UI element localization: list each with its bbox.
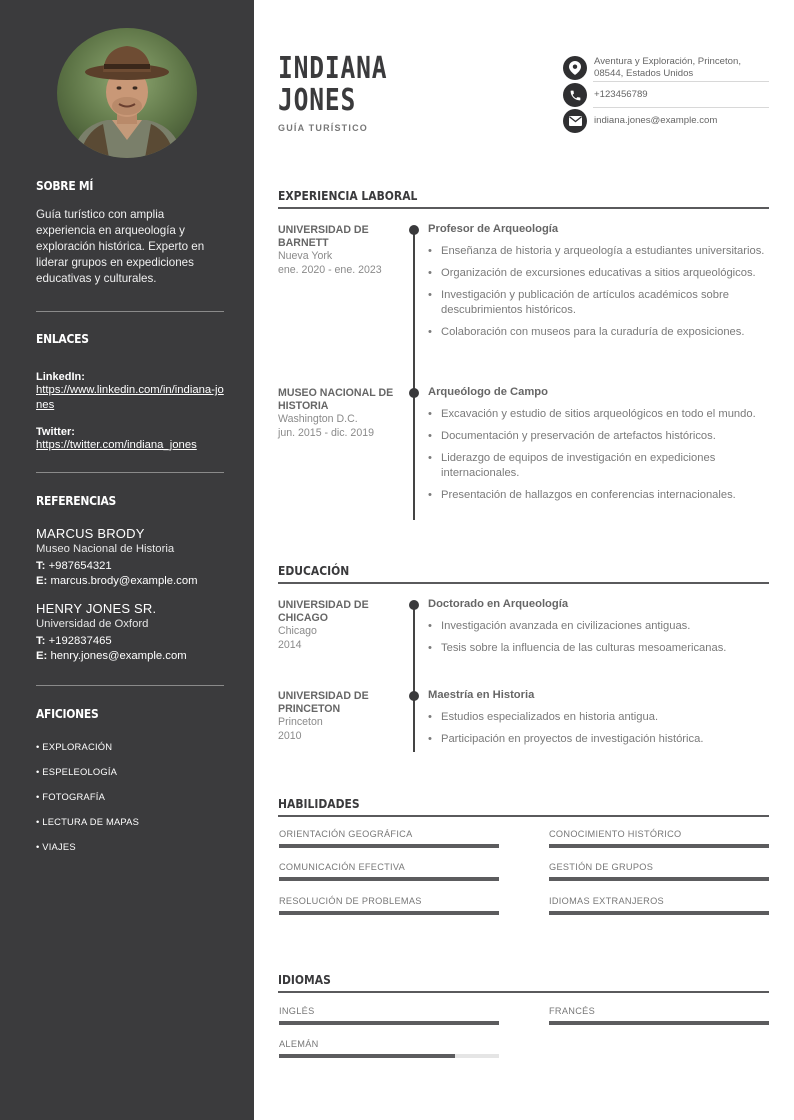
education-list (428, 710, 771, 747)
language-name: ALEMÁN (279, 1039, 319, 1049)
hobby-item: • EXPLORACIÓN (36, 741, 113, 752)
email-value: marcus.brody@example.com (50, 575, 198, 587)
section-rule (278, 815, 769, 817)
contact-phone (563, 83, 769, 107)
reference-item (36, 526, 224, 589)
skill-bar-track (279, 877, 499, 881)
institution-location: Chicago (278, 625, 317, 637)
candidate-name (278, 53, 387, 117)
employment-dates: ene. 2020 - ene. 2023 (278, 263, 382, 276)
experience-detail (428, 386, 771, 510)
avatar-illustration (57, 28, 197, 158)
reference-item (36, 601, 224, 664)
email-label: E: (36, 650, 48, 662)
position-title: Arqueólogo de Campo (428, 386, 548, 398)
phone-text: +123456789 (594, 89, 648, 100)
list-item: • Investigación avanzada en civilizaciones antiguas. (428, 619, 771, 634)
sidebar-divider (36, 311, 224, 312)
hobbies-list (36, 741, 224, 866)
skills-heading: HABILIDADES (278, 796, 360, 811)
skill-bar-fill (549, 844, 769, 848)
about-text: Guía turístico con amplia experiencia en arqueología y exploración histórica. Experto en liderar grupos en expediciones educativas y culturales. (36, 208, 205, 285)
skill-name: COMUNICACIÓN EFECTIVA (279, 862, 406, 872)
phone-value: +987654321 (48, 560, 112, 572)
education-detail (428, 689, 771, 754)
list-item: • Documentación y preservación de artefactos históricos. (428, 429, 771, 444)
reference-phone (36, 634, 224, 649)
job-role: GUÍA TURÍSTICO (278, 123, 368, 133)
links-section (36, 331, 224, 453)
email-link[interactable]: indiana.jones@example.com (594, 115, 718, 126)
profile-photo (57, 28, 197, 158)
language-item (549, 1006, 769, 1025)
experience-heading: EXPERIENCIA LABORAL (278, 188, 418, 203)
hobby-item: • LECTURA DE MAPAS (36, 816, 140, 827)
sidebar-divider (36, 685, 224, 686)
skill-bar-track (549, 844, 769, 848)
graduation-year: 2014 (278, 638, 302, 651)
contact-divider (593, 81, 769, 82)
mail-icon (563, 109, 587, 133)
skill-bar-track (549, 911, 769, 915)
skill-bar-fill (279, 877, 499, 881)
section-rule (278, 582, 769, 584)
list-item: • Presentación de hallazgos en conferencias internacionales. (428, 488, 771, 503)
skill-item (279, 862, 499, 881)
graduation-year: 2010 (278, 729, 302, 742)
links-heading: ENLACES (36, 331, 89, 346)
employer-name: UNIVERSIDAD DE BARNETT (278, 224, 369, 249)
contact-divider (593, 107, 769, 108)
email-value: henry.jones@example.com (50, 650, 187, 662)
employer-name: MUSEO NACIONAL DE HISTORIA (278, 387, 394, 412)
references-heading: REFERENCIAS (36, 493, 117, 508)
experience-detail (428, 223, 771, 347)
reference-name: MARCUS BRODY (36, 526, 145, 541)
skill-bar-fill (279, 911, 499, 915)
skill-item (549, 829, 769, 848)
degree-title: Doctorado en Arqueología (428, 598, 569, 610)
language-bar-fill (279, 1021, 499, 1025)
language-item (279, 1006, 499, 1025)
education-list (428, 619, 771, 656)
reference-org: Universidad de Oxford (36, 618, 149, 630)
education-detail (428, 598, 771, 663)
list-item: • Estudios especializados en historia antigua. (428, 710, 771, 725)
list-item: • Enseñanza de historia y arqueología a estudiantes universitarios. (428, 244, 771, 259)
email-label: E: (36, 575, 48, 587)
section-rule (278, 991, 769, 993)
section-rule (278, 207, 769, 209)
language-name: INGLÉS (279, 1006, 315, 1016)
language-name: FRANCÉS (549, 1006, 596, 1016)
skill-name: ORIENTACIÓN GEOGRÁFICA (279, 829, 413, 839)
institution-name: UNIVERSIDAD DE CHICAGO (278, 599, 369, 624)
phone-icon (563, 83, 587, 107)
institution-location: Princeton (278, 716, 323, 728)
skill-name: IDIOMAS EXTRANJEROS (549, 896, 664, 906)
reference-org: Museo Nacional de Historia (36, 543, 175, 555)
phone-label: T: (36, 560, 46, 572)
education-meta (278, 690, 403, 743)
language-item (279, 1039, 499, 1058)
link-item-linkedin (36, 371, 224, 413)
list-item: • Colaboración con museos para la curaduría de exposiciones. (428, 325, 771, 340)
address-text: Aventura y Exploración, Princeton, 08544, Estados Unidos (594, 56, 742, 79)
skill-bar-track (549, 877, 769, 881)
name-last: JONES (278, 83, 357, 118)
list-item: • Participación en proyectos de investigación histórica. (428, 732, 771, 747)
language-bar-fill (279, 1054, 455, 1058)
timeline-dot (409, 225, 419, 235)
hobby-item: • VIAJES (36, 841, 76, 852)
link-item-twitter (36, 426, 224, 453)
skill-name: GESTIÓN DE GRUPOS (549, 862, 654, 872)
hobby-item: • FOTOGRAFÍA (36, 791, 106, 802)
language-bar-track (279, 1021, 499, 1025)
list-item: • Excavación y estudio de sitios arqueológicos en todo el mundo. (428, 407, 771, 422)
skill-item (549, 896, 769, 915)
language-bar-track (279, 1054, 499, 1058)
timeline-line (413, 605, 415, 752)
education-meta (278, 599, 403, 652)
linkedin-link[interactable]: https://www.linkedin.com/in/indiana-jones (36, 384, 224, 411)
experience-meta (278, 224, 403, 277)
skill-name: CONOCIMIENTO HISTÓRICO (549, 829, 682, 839)
contact-address (563, 56, 769, 80)
list-item: • Organización de excursiones educativas a sitios arqueológicos. (428, 266, 771, 281)
timeline-line (413, 230, 415, 520)
skill-item (549, 862, 769, 881)
hobby-item: • ESPELEOLOGÍA (36, 766, 118, 777)
skill-bar-fill (549, 877, 769, 881)
responsibility-list (428, 407, 771, 503)
skill-bar-track (279, 844, 499, 848)
phone-value: +192837465 (48, 635, 112, 647)
twitter-link[interactable]: https://twitter.com/indiana_jones (36, 439, 197, 451)
name-first: INDIANA (278, 51, 388, 86)
skill-item (279, 829, 499, 848)
reference-email (36, 649, 224, 664)
list-item: • Tesis sobre la influencia de las culturas mesoamericanas. (428, 641, 771, 656)
responsibility-list (428, 244, 771, 340)
timeline-dot (409, 691, 419, 701)
about-heading: SOBRE MÍ (36, 178, 94, 193)
reference-email (36, 574, 224, 589)
phone-label: T: (36, 635, 46, 647)
sidebar (0, 0, 254, 1120)
sidebar-divider (36, 472, 224, 473)
skill-bar-fill (279, 844, 499, 848)
skill-bar-track (279, 911, 499, 915)
hobbies-heading: AFICIONES (36, 706, 99, 721)
education-heading: EDUCACIÓN (278, 563, 350, 578)
reference-phone (36, 559, 224, 574)
employment-dates: jun. 2015 - dic. 2019 (278, 426, 375, 439)
position-title: Profesor de Arqueología (428, 223, 559, 235)
language-bar-track (549, 1021, 769, 1025)
experience-meta (278, 387, 403, 440)
institution-name: UNIVERSIDAD DE PRINCETON (278, 690, 369, 715)
link-label: Twitter: (36, 426, 75, 438)
employer-location: Nueva York (278, 250, 333, 262)
location-pin-icon (563, 56, 587, 80)
languages-heading: IDIOMAS (278, 972, 331, 987)
employer-location: Washington D.C. (278, 413, 358, 425)
link-label: LinkedIn: (36, 371, 85, 383)
language-bar-fill (549, 1021, 769, 1025)
degree-title: Maestría en Historia (428, 689, 535, 701)
skill-item (279, 896, 499, 915)
hobbies-section (36, 706, 224, 866)
skill-bar-fill (549, 911, 769, 915)
about-section (36, 178, 224, 287)
skill-name: RESOLUCIÓN DE PROBLEMAS (279, 896, 422, 906)
timeline-dot (409, 388, 419, 398)
timeline-dot (409, 600, 419, 610)
list-item: • Liderazgo de equipos de investigación en expediciones internacionales. (428, 451, 771, 481)
contact-email (563, 109, 769, 133)
references-section (36, 493, 224, 664)
reference-name: HENRY JONES SR. (36, 601, 157, 616)
list-item: • Investigación y publicación de artículos académicos sobre descubrimientos históricos. (428, 288, 771, 318)
